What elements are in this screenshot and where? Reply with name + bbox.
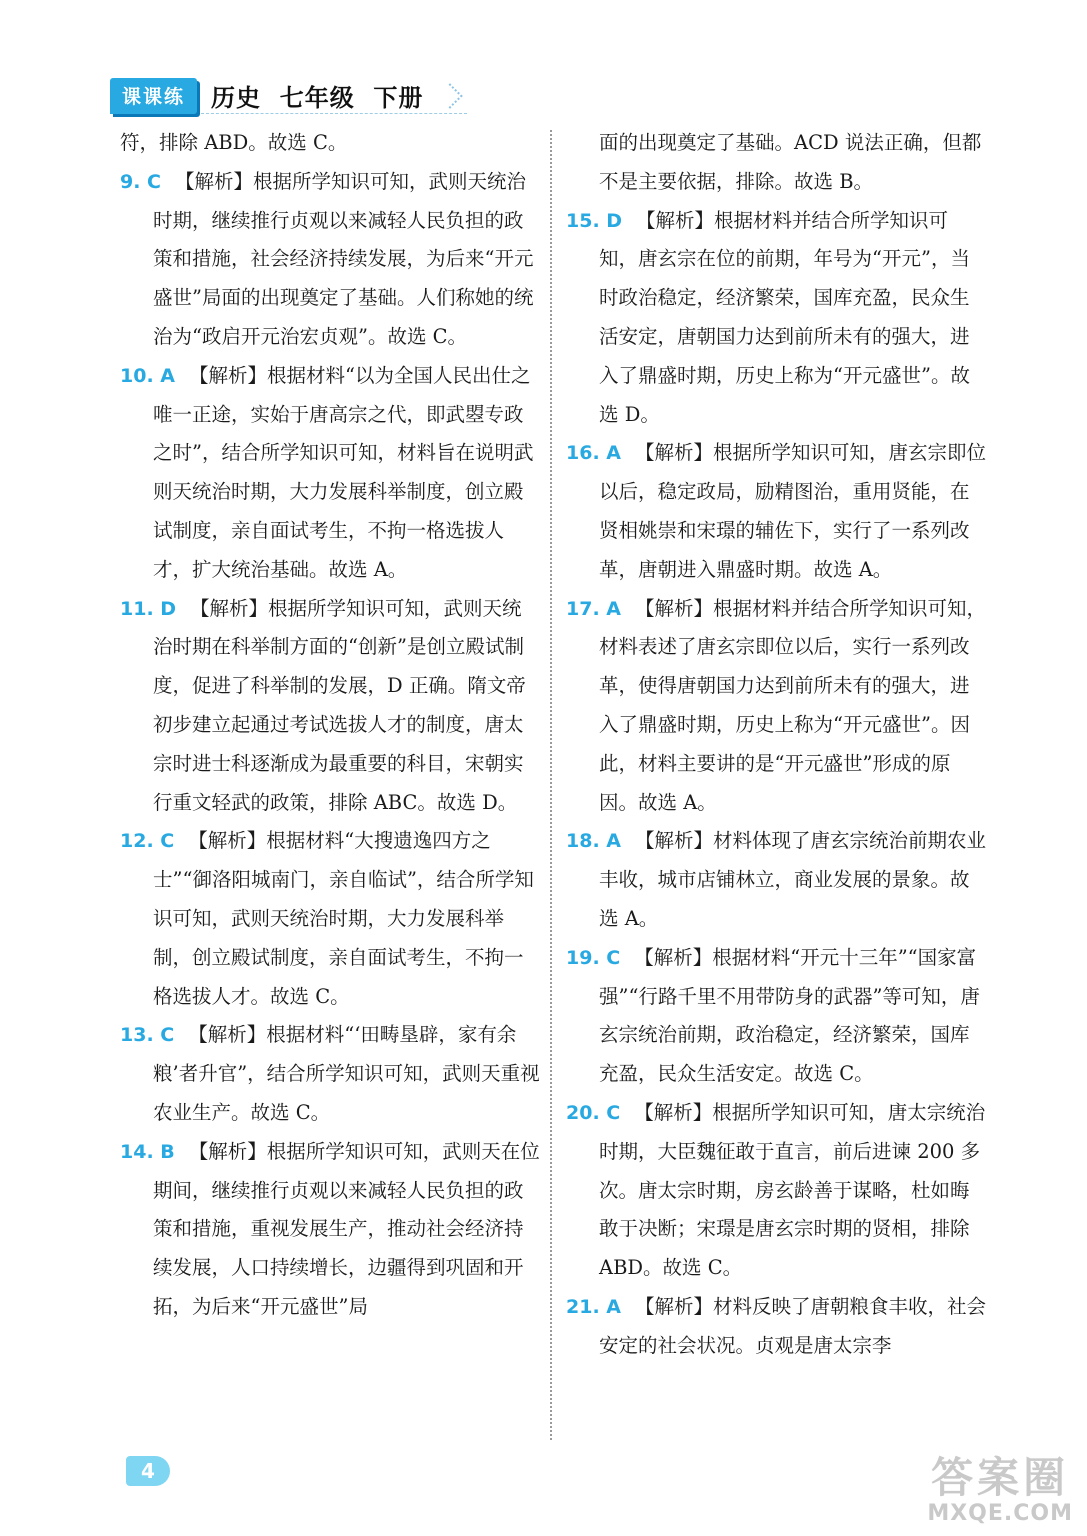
page-header <box>110 76 467 116</box>
answer-item-14 <box>120 1133 540 1327</box>
answer-text: 【解析】根据所学知识可知，武则天在位期间，继续推行贞观以来减轻人民负担的政策和措施，重视发展生产，推动社会经济持续发展，人口持续增长，边疆得到巩固和开拓，为后来“开元盛世”局 <box>153 1139 540 1318</box>
answer-number: 12. C <box>120 830 175 853</box>
brand-badge: 课课练 <box>110 78 197 114</box>
answer-number: 18. A <box>566 830 621 853</box>
answer-text: 【解析】材料体现了唐玄宗统治前期农业丰收，城市店铺林立，商业发展的景象。故选 A。 <box>599 829 986 930</box>
right-continuation-text: 面的出现奠定了基础。ACD 说法正确，但都不是主要依据，排除。故选 B。 <box>599 131 982 193</box>
answer-text: 【解析】根据材料并结合所学知识可知，材料表述了唐玄宗即位以后，实行一系列改革，使得唐朝国力达到前所未有的强大，进入了鼎盛时期，历史上称为“开元盛世”。因此，材料主要讲的是“开元盛世”形成的原因。故选 A。 <box>599 596 986 814</box>
column-divider <box>550 130 552 1440</box>
answer-text: 【解析】根据材料“‘田畴垦辟，家有余粮’者升官”，结合所学知识可知，武则天重视农业生产。故选 C。 <box>153 1023 540 1124</box>
answer-item-9 <box>120 163 540 357</box>
answer-text: 【解析】材料反映了唐朝粮食丰收，社会安定的社会状况。贞观是唐太宗李 <box>599 1294 986 1357</box>
answer-number: 13. C <box>120 1024 175 1047</box>
answer-text: 【解析】根据材料并结合所学知识可知，唐玄宗在位的前期，年号为“开元”，当时政治稳定，经济繁荣，国库充盈，民众生活安定，唐朝国力达到前所未有的强大，进入了鼎盛时期，历史上称为“开元盛世”。故选 D。 <box>599 208 970 426</box>
answer-number: 21. A <box>566 1295 621 1318</box>
answer-item-17 <box>566 590 986 823</box>
answer-item-10 <box>120 357 540 590</box>
answer-item-20 <box>566 1094 986 1288</box>
answer-text: 【解析】根据材料“开元十三年”“国家富强”“行路千里不用带防身的武器”等可知，唐玄宗统治前期，政治稳定，经济繁荣，国库充盈，民众生活安定。故选 C。 <box>599 945 980 1086</box>
answer-text: 【解析】根据所学知识可知，唐玄宗即位以后，稳定政局，励精图治，重用贤能，在贤相姚崇和宋璟的辅佐下，实行了一系列改革，唐朝进入鼎盛时期。故选 A。 <box>599 441 986 581</box>
page-number: 4 <box>126 1456 170 1486</box>
answer-number: 16. A <box>566 442 621 465</box>
answer-item-18 <box>566 822 986 938</box>
answer-number: 15. D <box>566 209 623 232</box>
answer-text: 【解析】根据材料“以为全国人民出仕之唯一正途，实始于唐高宗之代，即武曌专政之时”，结合所学知识可知，材料旨在说明武则天统治时期，大力发展科举制度，创立殿试制度，亲自面试考生，不拘一格选拔人才，扩大统治基础。故选 A。 <box>153 363 534 581</box>
answer-text: 【解析】根据材料“大搜遗逸四方之士”“御洛阳城南门，亲自临试”，结合所学知识可知，武则天统治时期，大力发展科举制，创立殿试制度，亲自面试考生，不拘一格选拔人才。故选 C。 <box>153 829 534 1008</box>
left-continuation-text: 符，排除 ABD。故选 C。 <box>120 131 348 154</box>
book-title: 历史 七年级 下册 <box>211 83 424 112</box>
answer-item-15 <box>566 202 986 435</box>
answer-item-13 <box>120 1016 540 1132</box>
answer-text: 【解析】根据所学知识可知，唐太宗统治时期，大臣魏征敢于直言，前后进谏 200 多次。唐太宗时期，房玄龄善于谋略，杜如晦敢于决断；宋璟是唐玄宗时期的贤相，排除 ABD。故选 C。 <box>599 1100 986 1280</box>
watermark-logo: 答案圈 <box>931 1453 1070 1502</box>
answer-item-21 <box>566 1288 986 1366</box>
watermark-url: MXQE.COM <box>927 1501 1073 1526</box>
watermark <box>927 1455 1073 1526</box>
left-column <box>120 124 540 1327</box>
answer-number: 9. C <box>120 170 161 193</box>
answer-text: 【解析】根据所学知识可知，武则天统治时期，继续推行贞观以来减轻人民负担的政策和措施，社会经济持续发展，为后来“开元盛世”局面的出现奠定了基础。人们称她的统治为“政启开元治宏贞观”。故选 C。 <box>153 169 534 348</box>
answer-number: 11. D <box>120 597 177 620</box>
right-column <box>566 124 986 1366</box>
answer-number: 17. A <box>566 597 621 620</box>
answer-item-16 <box>566 434 986 589</box>
answer-text: 【解析】根据所学知识可知，武则天统治时期在科举制方面的“创新”是创立殿试制度，促进了科举制的发展，D 正确。隋文帝初步建立起通过考试选拔人才的制度，唐太宗时进士科逐渐成为最重要的科目，宋朝实行重文轻武的政策，排除 ABC。故选 D。 <box>153 596 526 814</box>
answer-item-11 <box>120 590 540 823</box>
answer-number: 14. B <box>120 1140 175 1163</box>
answer-number: 20. C <box>566 1101 621 1124</box>
book-title-box <box>201 79 467 114</box>
answer-number: 10. A <box>120 364 175 387</box>
answer-item-19 <box>566 939 986 1094</box>
answer-number: 19. C <box>566 946 621 969</box>
answer-item-12 <box>120 822 540 1016</box>
